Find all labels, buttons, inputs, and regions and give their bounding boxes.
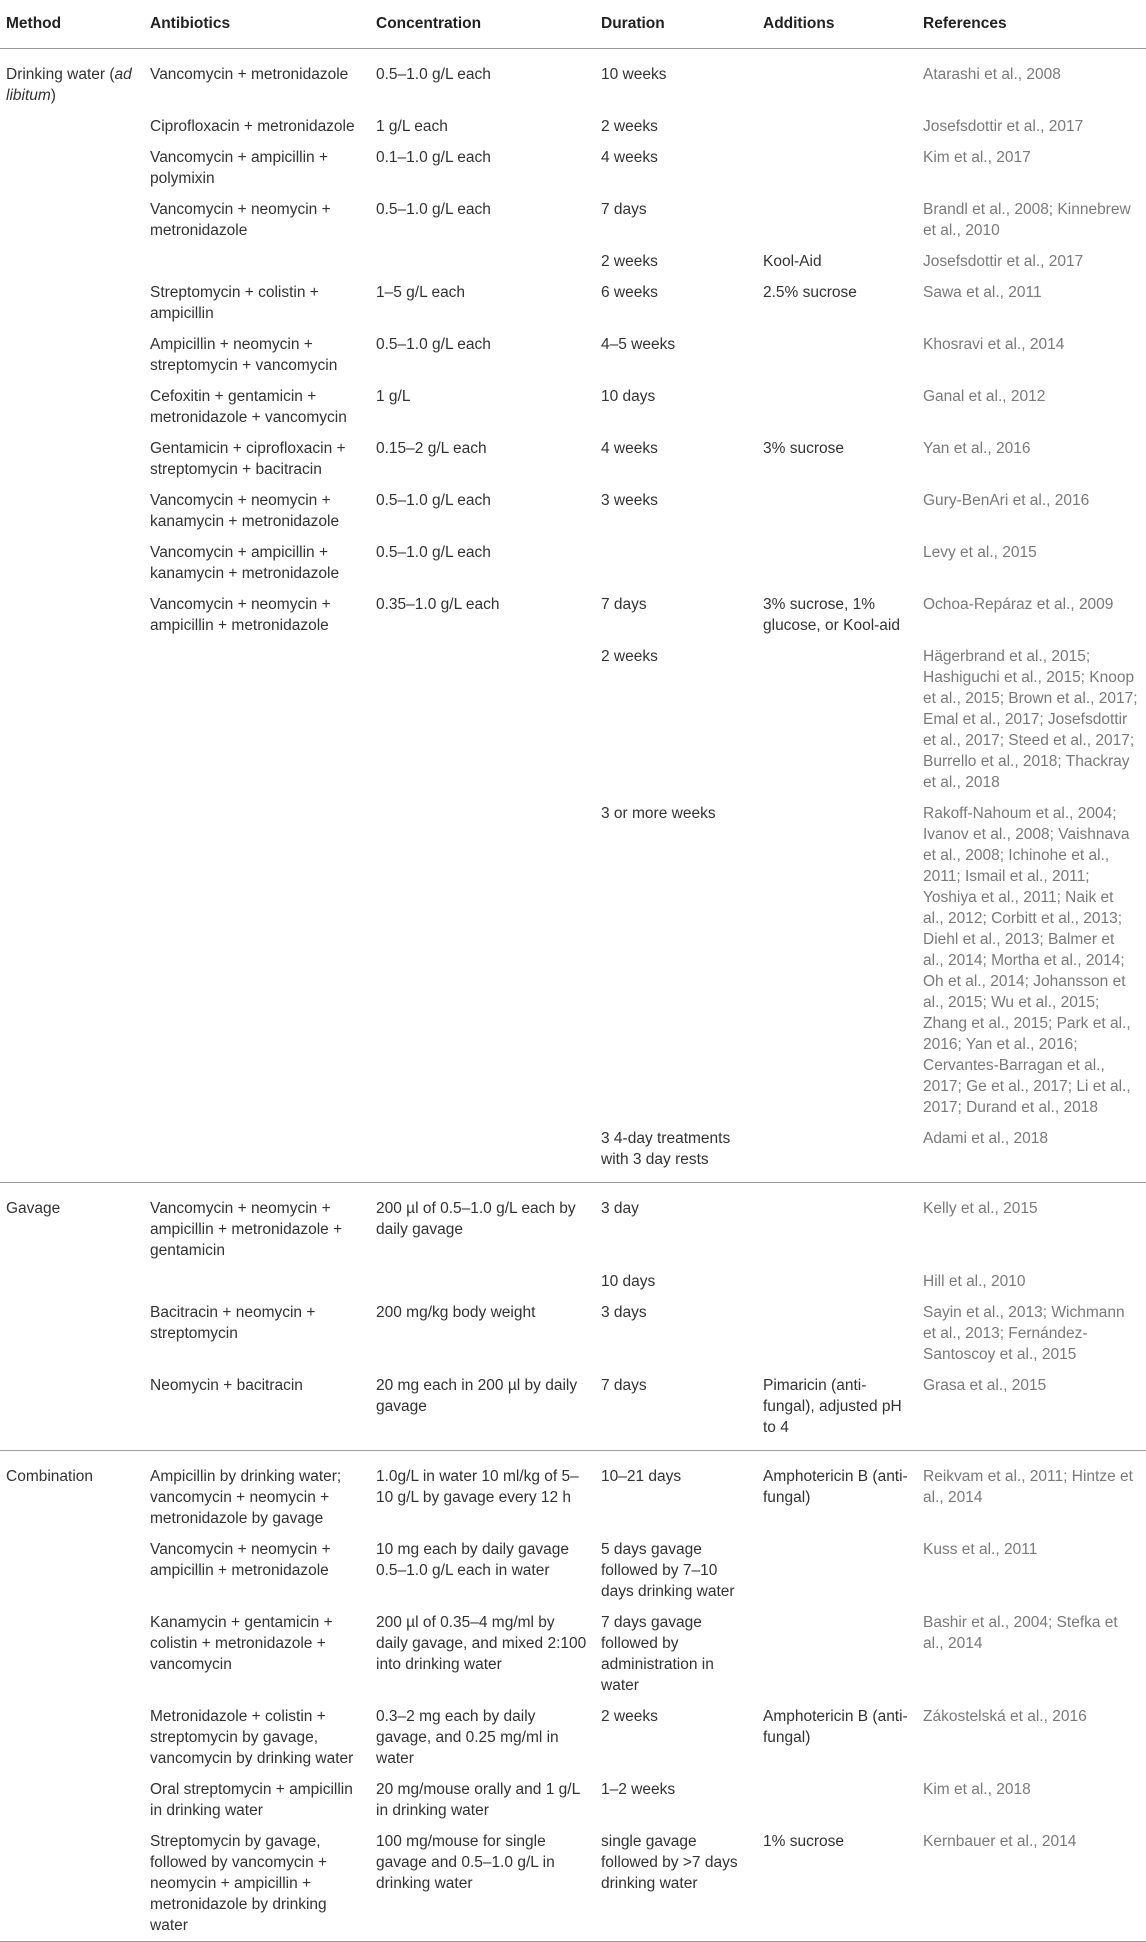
antibiotics-cell (144, 246, 370, 277)
additions-cell (757, 1607, 917, 1701)
duration-cell: 3 4-day treatments with 3 day rests (595, 1123, 757, 1183)
duration-cell: 3 or more weeks (601, 805, 716, 822)
antibiotics-cell: Ciprofloxacin + metronidazole (150, 118, 355, 135)
references-cell: Hägerbrand et al., 2015; Hashiguchi et al., 2015; Knoop et al., 2015; Brown et al., 2017; Emal et al., 2017; Josefsdottir et al., 2017; Steed et al., 2017; Burrello et al., 2018; Thackray et al., 2018 (923, 648, 1138, 791)
concentration-cell: 1 g/L each (376, 118, 448, 135)
table-body (0, 49, 1146, 1942)
antibiotics-cell: Oral streptomycin + ampicillin in drinking water (150, 1781, 353, 1819)
method-cell (0, 433, 144, 485)
antibiotics-cell (144, 641, 370, 798)
method-cell (0, 1534, 144, 1607)
duration-cell: 2 weeks (601, 1708, 658, 1725)
table-row (0, 1183, 1146, 1267)
concentration-cell: 0.1–1.0 g/L each (376, 149, 491, 166)
additions-cell: Amphotericin B (anti-fungal) (763, 1708, 908, 1746)
table-row (0, 1266, 1146, 1297)
antibiotics-cell (144, 1266, 370, 1297)
header-row (0, 0, 1146, 49)
antibiotics-cell: Streptomycin + colistin + ampicillin (150, 284, 319, 322)
antibiotics-cell: Vancomycin + neomycin + metronidazole (150, 201, 331, 239)
table-row (0, 329, 1146, 381)
antibiotics-cell: Metronidazole + colistin + streptomycin by gavage, vancomycin by drinking water (150, 1708, 354, 1767)
duration-cell: 10 days (601, 1273, 656, 1290)
concentration-cell: 200 mg/kg body weight (376, 1304, 536, 1321)
table-row (0, 1826, 1146, 1942)
duration-cell: 4 weeks (601, 440, 658, 457)
concentration-cell: 0.3–2 mg each by daily gavage, and 0.25 mg/ml in water (376, 1708, 559, 1767)
references-cell: Ochoa-Repáraz et al., 2009 (923, 596, 1114, 613)
concentration-cell: 20 mg each in 200 µl by daily gavage (370, 1370, 595, 1451)
references-cell: Bashir et al., 2004; Stefka et al., 2014 (923, 1614, 1118, 1652)
table-row (0, 485, 1146, 537)
additions-cell (757, 537, 917, 589)
references-cell: Sawa et al., 2011 (923, 284, 1042, 301)
table-row (0, 798, 1146, 1123)
concentration-cell: 20 mg/mouse orally and 1 g/L in drinking water (376, 1781, 580, 1819)
table-row (0, 246, 1146, 277)
additions-cell (757, 49, 917, 112)
antibiotics-cell (144, 798, 370, 1123)
antibiotics-cell: Streptomycin by gavage, followed by vancomycin + neomycin + ampicillin + metronidazole by drinking water (144, 1826, 370, 1942)
duration-cell: 7 days (601, 596, 647, 613)
method-cell (0, 142, 144, 194)
concentration-cell: 10 mg each by daily gavage 0.5–1.0 g/L each in water (376, 1541, 570, 1579)
header-method: Method (0, 0, 144, 49)
antibiotics-cell: Gentamicin + ciprofloxacin + streptomycin + bacitracin (150, 440, 346, 478)
references-cell: Reikvam et al., 2011; Hintze et al., 2014 (923, 1468, 1133, 1506)
additions-cell: Amphotericin B (anti-fungal) (763, 1468, 908, 1506)
header-concentration: Concentration (370, 0, 595, 49)
additions-cell (757, 798, 917, 1123)
additions-cell (757, 485, 917, 537)
table-row (0, 194, 1146, 246)
table-row (0, 49, 1146, 112)
references-cell: Kuss et al., 2011 (923, 1541, 1038, 1558)
table-row (0, 111, 1146, 142)
concentration-cell: 0.5–1.0 g/L each (376, 492, 491, 509)
duration-cell: 5 days gavage followed by 7–10 days drinking water (601, 1541, 735, 1600)
antibiotics-cell: Vancomycin + neomycin + kanamycin + metronidazole (150, 492, 340, 530)
antibiotics-cell: Vancomycin + ampicillin + kanamycin + metronidazole (150, 544, 340, 582)
antibiotics-cell (144, 1123, 370, 1183)
concentration-cell: 0.35–1.0 g/L each (376, 596, 500, 613)
references-cell: Levy et al., 2015 (923, 544, 1037, 561)
duration-cell: 3 days (601, 1304, 647, 1321)
additions-cell (757, 381, 917, 433)
concentration-cell (370, 798, 595, 1123)
antibiotics-cell: Bacitracin + neomycin + streptomycin (150, 1304, 316, 1342)
method-note: ad libitum (6, 66, 132, 104)
method-cell (0, 1774, 144, 1826)
concentration-cell: 0.15–2 g/L each (376, 440, 487, 457)
references-cell: Zákostelská et al., 2016 (923, 1708, 1087, 1725)
additions-cell: 2.5% sucrose (763, 284, 857, 301)
method-name: Combination (6, 1468, 94, 1485)
references-cell: Josefsdottir et al., 2017 (923, 118, 1084, 135)
header-duration: Duration (595, 0, 757, 49)
method-cell: Drinking water (ad libitum) (6, 66, 132, 104)
additions-cell (757, 1297, 917, 1370)
table-row (0, 1370, 1146, 1451)
method-cell (0, 798, 144, 1123)
duration-cell: 2 weeks (601, 118, 658, 135)
header-additions: Additions (757, 0, 917, 49)
table-row (0, 1123, 1146, 1183)
references-cell: Atarashi et al., 2008 (923, 66, 1061, 83)
additions-cell: 3% sucrose (763, 440, 844, 457)
method-cell (0, 1266, 144, 1297)
concentration-cell: 0.5–1.0 g/L each (376, 336, 491, 353)
concentration-cell (370, 1123, 595, 1183)
concentration-cell: 1–5 g/L each (376, 284, 466, 301)
antibiotics-cell: Vancomycin + neomycin + ampicillin + metronidazole (150, 1541, 331, 1579)
additions-cell (757, 142, 917, 194)
table-row (0, 1607, 1146, 1701)
additions-cell: Pimaricin (anti-fungal), adjusted pH to 4 (757, 1370, 917, 1451)
table-row (0, 142, 1146, 194)
duration-cell: 6 weeks (601, 284, 658, 301)
antibiotics-cell: Cefoxitin + gentamicin + metronidazole + vancomycin (150, 388, 347, 426)
additions-cell (757, 1266, 917, 1297)
concentration-cell (370, 641, 595, 798)
duration-cell: 1–2 weeks (601, 1781, 676, 1798)
additions-cell (757, 194, 917, 246)
concentration-cell: 0.5–1.0 g/L each (376, 66, 491, 83)
method-cell (0, 1297, 144, 1370)
method-cell (0, 1123, 144, 1183)
additions-cell (757, 329, 917, 381)
duration-cell: single gavage followed by >7 days drinking water (595, 1826, 757, 1942)
method-cell (0, 537, 144, 589)
additions-cell: 3% sucrose, 1% glucose, or Kool-aid (763, 596, 900, 634)
concentration-cell: 100 mg/mouse for single gavage and 0.5–1.0 g/L in drinking water (370, 1826, 595, 1942)
references-cell: Ganal et al., 2012 (923, 388, 1046, 405)
references-cell: Brandl et al., 2008; Kinnebrew et al., 2010 (923, 201, 1131, 239)
antibiotics-cell: Vancomycin + metronidazole (150, 66, 349, 83)
antibiotics-cell: Ampicillin + neomycin + streptomycin + vancomycin (150, 336, 338, 374)
references-cell: Grasa et al., 2015 (917, 1370, 1146, 1451)
table-row (0, 433, 1146, 485)
duration-cell: 3 weeks (601, 492, 658, 509)
table-row (0, 641, 1146, 798)
antibiotics-cell: Neomycin + bacitracin (144, 1370, 370, 1451)
method-name: Drinking water (6, 66, 106, 83)
additions-cell (757, 1534, 917, 1607)
antibiotics-cell: Ampicillin by drinking water; vancomycin + neomycin + metronidazole by gavage (150, 1468, 342, 1527)
method-cell (0, 589, 144, 641)
method-cell (0, 1701, 144, 1774)
concentration-cell (370, 246, 595, 277)
references-cell: Khosravi et al., 2014 (923, 336, 1065, 353)
additions-cell: Kool-Aid (763, 253, 822, 270)
concentration-cell: 0.5–1.0 g/L each (376, 201, 491, 218)
references-cell: Gury-BenAri et al., 2016 (923, 492, 1090, 509)
duration-cell (595, 537, 757, 589)
method-cell (0, 194, 144, 246)
method-cell (0, 1451, 144, 1535)
duration-cell: 4 weeks (601, 149, 658, 166)
table-row (0, 277, 1146, 329)
references-cell: Adami et al., 2018 (917, 1123, 1146, 1183)
references-cell: Rakoff-Nahoum et al., 2004; Ivanov et al., 2008; Vaishnava et al., 2008; Ichinohe et al., 2011; Ismail et al., 2011; Yoshiya et al., 2011; Naik et al., 2012; Corbitt et al., 2013; Diehl et al., 2013; Balmer et al., 2014; Mortha et al., 2014; Oh et al., 2014; Johansson et al., 2015; Wu et al., 2015; Zhang et al., 2015; Park et al., 2016; Yan et al., 2016; Cervantes-Barragan et al., 2017; Ge et al., 2017; Li et al., 2017; Durand et al., 2018 (923, 805, 1131, 1116)
references-cell: Kelly et al., 2015 (923, 1200, 1038, 1217)
references-cell: Sayin et al., 2013; Wichmann et al., 2013; Fernández-Santoscoy et al., 2015 (923, 1304, 1125, 1363)
method-cell (0, 1826, 144, 1942)
concentration-cell: 1.0g/L in water 10 ml/kg of 5–10 g/L by gavage every 12 h (376, 1468, 579, 1506)
method-cell (0, 641, 144, 798)
concentration-cell: 200 µl of 0.35–4 mg/ml by daily gavage, and mixed 2:100 into drinking water (376, 1614, 587, 1673)
duration-cell: 10 days (601, 388, 656, 405)
method-cell (0, 1183, 144, 1267)
table-row (0, 589, 1146, 641)
method-cell (0, 485, 144, 537)
additions-cell (757, 641, 917, 798)
method-cell (0, 1607, 144, 1701)
antibiotics-cell: Vancomycin + neomycin + ampicillin + metronidazole + gentamicin (150, 1200, 343, 1259)
table-row (0, 1297, 1146, 1370)
method-cell (0, 381, 144, 433)
duration-cell: 7 days gavage followed by administration in water (601, 1614, 714, 1694)
references-cell: Kim et al., 2018 (923, 1781, 1031, 1798)
references-cell: Yan et al., 2016 (923, 440, 1031, 457)
table-row (0, 1701, 1146, 1774)
method-cell (0, 1370, 144, 1451)
additions-cell (757, 111, 917, 142)
method-cell (0, 246, 144, 277)
method-cell (0, 329, 144, 381)
table-row (0, 1774, 1146, 1826)
header-antibiotics: Antibiotics (144, 0, 370, 49)
concentration-cell (370, 1266, 595, 1297)
antibiotics-cell: Vancomycin + neomycin + ampicillin + metronidazole (150, 596, 331, 634)
table-header (0, 0, 1146, 49)
additions-cell: 1% sucrose (757, 1826, 917, 1942)
references-cell: Kim et al., 2017 (923, 149, 1031, 166)
additions-cell (757, 1774, 917, 1826)
references-cell: Hill et al., 2010 (923, 1273, 1026, 1290)
additions-cell (757, 1183, 917, 1267)
method-name: Gavage (6, 1200, 61, 1217)
antibiotics-cell: Kanamycin + gentamicin + colistin + metronidazole + vancomycin (150, 1614, 333, 1673)
concentration-cell: 1 g/L (376, 388, 411, 405)
duration-cell: 10–21 days (601, 1468, 682, 1485)
duration-cell: 7 days (595, 1370, 757, 1451)
table-row (0, 1534, 1146, 1607)
method-cell (0, 111, 144, 142)
table-row (0, 537, 1146, 589)
references-cell: Josefsdottir et al., 2017 (923, 253, 1084, 270)
duration-cell: 3 day (601, 1200, 639, 1217)
duration-cell: 2 weeks (601, 648, 658, 665)
method-cell (0, 277, 144, 329)
duration-cell: 4–5 weeks (601, 336, 676, 353)
concentration-cell: 0.5–1.0 g/L each (376, 544, 491, 561)
antibiotics-cell: Vancomycin + ampicillin + polymixin (150, 149, 329, 187)
duration-cell: 7 days (601, 201, 647, 218)
additions-cell (757, 1123, 917, 1183)
duration-cell: 2 weeks (601, 253, 658, 270)
header-references: References (917, 0, 1146, 49)
table-row (0, 1451, 1146, 1535)
duration-cell: 10 weeks (601, 66, 667, 83)
concentration-cell: 200 µl of 0.5–1.0 g/L each by daily gavage (376, 1200, 576, 1238)
references-cell: Kernbauer et al., 2014 (917, 1826, 1146, 1942)
table-row (0, 381, 1146, 433)
